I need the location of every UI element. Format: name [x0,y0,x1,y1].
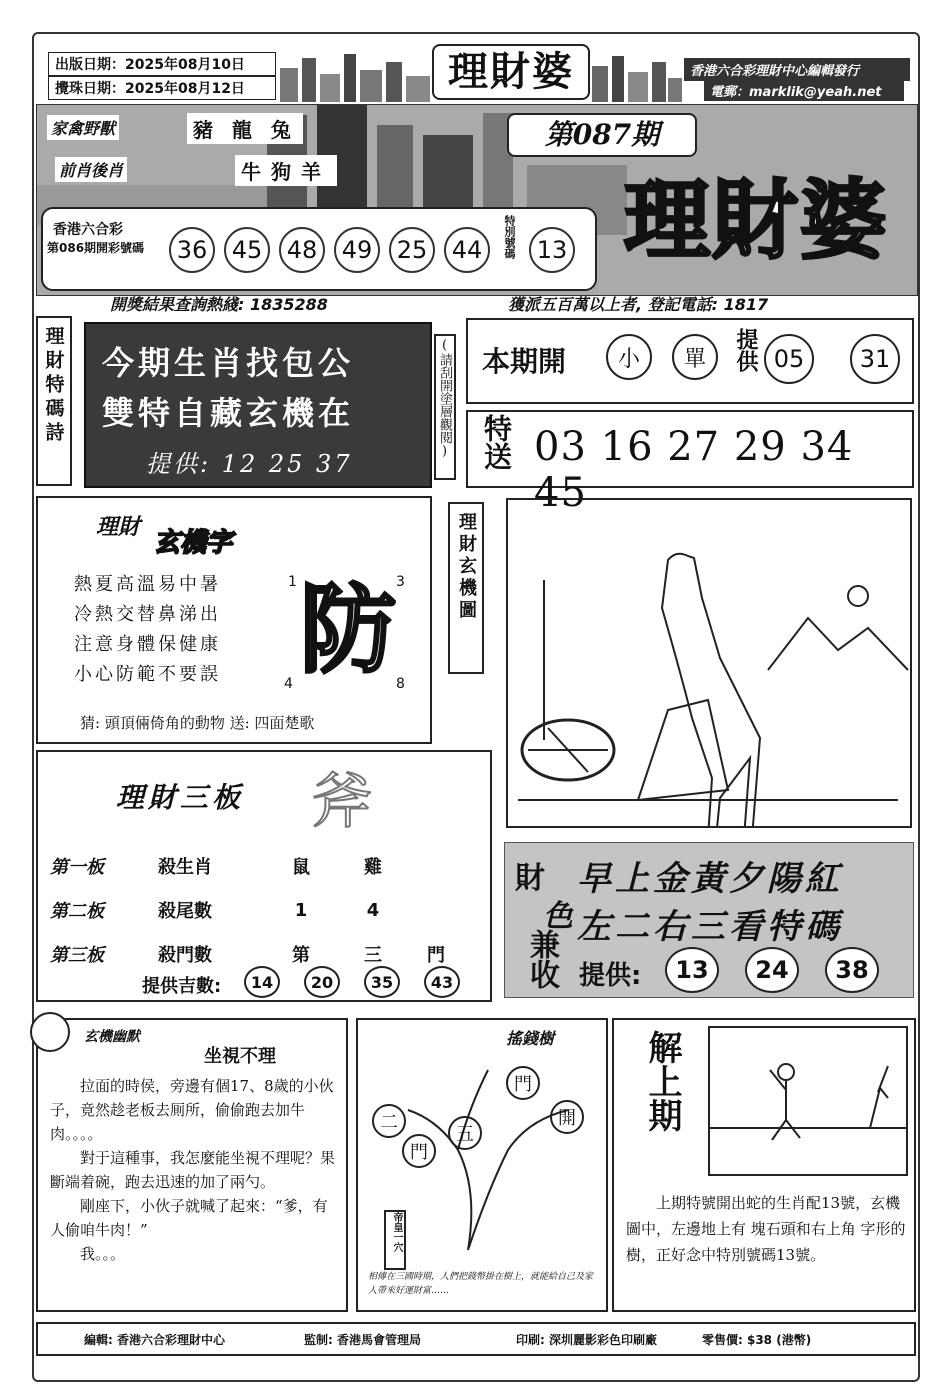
winning-number: 48 [279,227,325,273]
special-label: 特別號碼 [503,215,516,259]
joke-paragraph: 對于這種事，我怎麼能坐視不理呢？果斷端着碗，跑去迅速的加了兩勺。 [50,1149,336,1191]
solution-panel [612,1018,916,1312]
scratch-note: (請刮開塗層觀閱) [434,334,456,480]
tree-fruit: 開 [550,1100,584,1134]
winning-numbers [169,227,490,273]
draw-date: 攪珠日期：2025年08月12日 [48,76,276,100]
cut-row-kind: 殺尾數 [158,901,212,922]
lottery-label: 香港六合彩 [53,222,123,238]
tree-fruit: 五 [448,1116,482,1150]
cut-row-a: 第 [292,945,310,966]
joke-paragraph: 我。。。 [80,1245,126,1263]
joke-panel [36,1018,348,1312]
city-skyline-left [280,48,430,102]
winning-number: 36 [169,227,215,273]
special-send-numbers: 03 16 27 29 34 45 [534,424,854,516]
winning-number: 44 [444,227,490,273]
mystery-char: 防 [300,574,396,686]
cut-row-label: 第二板 [50,901,104,922]
tree-fruit: 門 [402,1134,436,1168]
cut-row-b: 三 [364,945,382,966]
solution-text: 上期特號開出蛇的生肖配13號，玄機圖中，左邊地上有 塊石頭和右上角 字形的樹，正好念中特別號碼13號。 [626,1194,906,1264]
mystery-line: 小心防範不要誤 [74,664,221,685]
mystery-word-lines [74,570,221,690]
provide-number-2: 31 [850,334,900,384]
mystery-hint: 猜: 頭頂倆倚角的動物 送: 四面楚歌 [80,714,315,732]
mystery-pic-side-label: 理財玄機圖 [456,512,477,622]
cut-row-c: 門 [427,945,445,966]
poem-side-label: 理財特碼詩 [42,326,65,446]
joke-paragraph: 拉面的時侯，旁邊有個17、8歲的小伙子，竟然趁老板去厠所，偷偷跑去加牛肉。。。。 [50,1077,334,1143]
joke-title: 坐視不理 [204,1046,276,1067]
joke-tag: 玄機幽默 [84,1029,140,1045]
open-option-1: 小 [606,334,652,380]
lucky-number: 20 [304,966,340,998]
wealth-side-2: 色 [543,899,573,934]
publish-date: 出版日期：2025年08月10日 [48,52,276,76]
money-tree-panel [356,1018,608,1312]
wealth-side-3: 兼收 [524,929,559,989]
lucky-numbers [244,966,460,998]
poem-panel [84,322,432,488]
corner-1: 1 [288,574,297,590]
footer-supervisor: 監制: 香港馬會管理局 [304,1332,421,1347]
winning-number: 25 [389,227,435,273]
publisher: 香港六合彩理財中心編輯發行 [684,58,910,81]
giraffe-illustration [508,500,910,826]
footer-price: 零售價: $38 (港幣) [702,1332,812,1347]
mystery-word-brand: 理財 [96,515,141,540]
provide-number-1: 05 [764,334,814,384]
open-panel [466,318,914,404]
cut-row-a: 1 [294,899,308,921]
wealth-panel [504,842,914,998]
poem-side-box [36,316,72,486]
poem-line-2: 雙特自藏玄機在 [102,394,355,432]
header-banner [36,104,918,296]
joke-paragraph: 剛座下，小伙子就喊了起來：“爹，有人偷咱牛肉！” [50,1197,328,1239]
poem-provide: 提供: 12 25 37 [146,450,353,478]
mystery-pic-side-box [448,502,484,674]
lucky-label: 提供吉數: [142,976,222,997]
cut-row-b: 雞 [364,857,382,878]
issue-number: 第087期 [507,113,697,157]
cut-row-b: 4 [366,899,380,921]
hotline: 開獎結果查詢熱綫: 1835288 [110,295,328,314]
tag-label-1: 家禽野獸 [47,115,119,140]
tree-fruit: 二 [372,1104,406,1138]
mystery-line: 冷熱交替鼻涕出 [74,604,221,625]
mystery-word-panel [36,496,432,744]
tree-stamp: 帝皇一穴 [384,1210,406,1270]
lucky-number: 35 [364,966,400,998]
cut-row [50,888,466,932]
result-panel [41,207,597,291]
big-title: 理財婆 [624,171,888,271]
open-label: 本期開 [482,345,567,378]
wealth-number: 38 [825,947,879,993]
wealth-line-1: 早上金黃夕陽紅 [577,859,843,899]
mystery-line: 熱夏高溫易中暑 [74,574,221,595]
wealth-numbers [665,947,879,993]
mystery-word-title: 玄機字 [154,528,233,558]
joke-body [50,1074,340,1266]
footer-editor: 編輯: 香港六合彩理財中心 [84,1332,225,1347]
corner-3: 3 [396,574,405,590]
tree-fruit: 門 [506,1066,540,1100]
cut-rows [50,844,466,976]
solution-side: 解上期 [642,1030,682,1132]
poem-line-1: 今期生肖找包公 [102,344,355,382]
footer [36,1322,916,1356]
special-send-panel [466,410,914,516]
open-option-2: 單 [672,334,718,380]
tag-label-2: 前肖後肖 [55,157,127,182]
wealth-side-1: 財 [515,861,545,896]
cut-row-label: 第一板 [50,857,104,878]
wealth-number: 24 [745,947,799,993]
mystery-line: 注意身體保健康 [74,634,221,655]
corner-8: 8 [396,676,405,692]
tag-values-1: 豬 龍 兔 [187,113,303,144]
solution-illustration [708,1026,908,1176]
wealth-line-2: 左二右三看特碼 [577,907,843,947]
lucky-number: 43 [424,966,460,998]
city-skyline-right [592,48,682,102]
tag-values-2: 牛狗羊 [235,155,337,186]
three-cuts-title: 理財三板 [116,781,245,814]
cartoon-face-icon [30,1012,70,1052]
wealth-provide-label: 提供: [579,961,642,991]
cut-row [50,844,466,888]
header-title: 理財婆 [432,44,590,100]
lucky-number: 14 [244,966,280,998]
prev-issue-label: 第086期開彩號碼 [47,241,145,255]
winning-number: 45 [224,227,270,273]
cut-row-a: 鼠 [292,857,310,878]
axe-glyph: 斧 [312,767,372,837]
register-phone: 獲派五百萬以上者, 登記電話: 1817 [508,295,769,314]
special-number: 13 [529,227,575,273]
provide-label: 提供 [733,328,758,372]
tree-title: 搖錢樹 [506,1029,555,1048]
mystery-picture [506,498,912,828]
tree-caption: 相傳在三國時期，人們把錢幣掛在樹上，就能給自己及家人帶來好運財富…… [368,1272,594,1296]
footer-printer: 印刷: 深圳麗影彩色印刷廠 [516,1332,657,1347]
three-cuts-panel [36,750,492,1002]
corner-4: 4 [284,676,293,692]
cut-row-label: 第三板 [50,945,104,966]
wealth-number: 13 [665,947,719,993]
cut-row-kind: 殺生肖 [158,857,212,878]
winning-number: 49 [334,227,380,273]
special-send-label: 特送 [480,414,513,470]
email: 電郵：marklik@yeah.net [704,80,904,101]
cut-row-kind: 殺門數 [158,945,212,966]
